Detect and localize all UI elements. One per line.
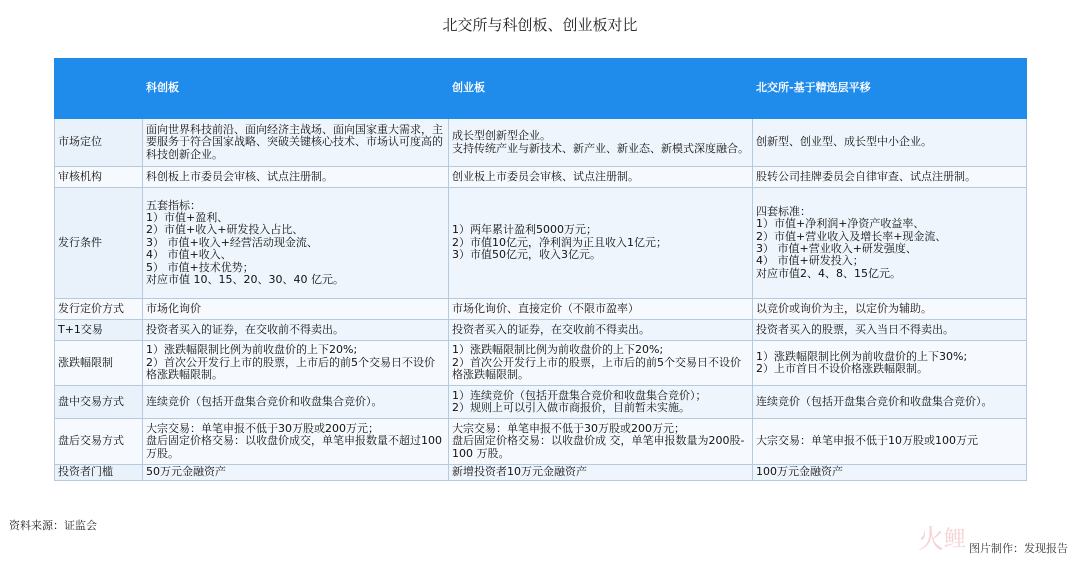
- table-cell: 四套标准： 1）市值+净利润+净资产收益率、 2）市值+营业收入及增长率+现金流、 3） 市值+营业收入+研发强度、 4） 市值+研发投入； 对应市值2、4、8、15亿元。: [753, 188, 1027, 299]
- table-row: [55, 386, 1027, 419]
- row-label: 发行定价方式: [55, 299, 143, 320]
- table-cell: 成长型创新型企业。 支持传统产业与新技术、新产业、新业态、新模式深度融合。: [449, 119, 753, 167]
- watermark-glyph-2: 鲤: [944, 527, 967, 552]
- row-label: 涨跌幅限制: [55, 341, 143, 386]
- row-label: 市场定位: [55, 119, 143, 167]
- header-blank: [55, 59, 143, 119]
- table-cell: 50万元金融资产: [143, 465, 449, 481]
- table-cell: 五套指标： 1）市值+盈利、 2）市值+收入+研发投入占比、 3） 市值+收入+经营活动现金流、 4） 市值+收入、 5） 市值+技术优势； 对应市值 10、15、20、30、40 亿元。: [143, 188, 449, 299]
- table-cell: 连续竞价（包括开盘集合竞价和收盘集合竞价）。: [753, 386, 1027, 419]
- row-label: T+1交易: [55, 320, 143, 341]
- table-cell: 创业板上市委员会审核、试点注册制。: [449, 167, 753, 188]
- table-row: [55, 299, 1027, 320]
- row-label: 投资者门槛: [55, 465, 143, 481]
- row-label: 发行条件: [55, 188, 143, 299]
- table-row: [55, 465, 1027, 481]
- source-note: 资料来源：证监会: [9, 519, 97, 532]
- table-cell: 连续竞价（包括开盘集合竞价和收盘集合竞价）。: [143, 386, 449, 419]
- table-cell: 投资者买入的证券，在交收前不得卖出。: [449, 320, 753, 341]
- table-cell: 大宗交易：单笔申报不低于30万股或200万元； 盘后固定价格交易：以收盘价成 交，单笔申报数量为200股-100 万股。: [449, 419, 753, 465]
- table-cell: 1）连续竞价（包括开盘集合竞价和收盘集合竞价）； 2）规则上可以引入做市商报价，目前暂未实施。: [449, 386, 753, 419]
- table-row: [55, 419, 1027, 465]
- table-header-row: [55, 59, 1027, 119]
- table-cell: 面向世界科技前沿、面向经济主战场、面向国家重大需求，主要服务于符合国家战略、突破关键核心技术、市场认可度高的科技创新企业。: [143, 119, 449, 167]
- watermark-glyph-1: 火: [918, 525, 945, 555]
- table-cell: 1）涨跌幅限制比例为前收盘价的上下30%; 2）上市首日不设价格涨跌幅限制。: [753, 341, 1027, 386]
- table-row: [55, 188, 1027, 299]
- table-row: [55, 341, 1027, 386]
- table-cell: 100万元金融资产: [753, 465, 1027, 481]
- table-cell: 投资者买入的股票，买入当日不得卖出。: [753, 320, 1027, 341]
- table-cell: 创新型、创业型、成长型中小企业。: [753, 119, 1027, 167]
- table-cell: 1）涨跌幅限制比例为前收盘价的上下20%; 2）首次公开发行上市的股票，上市后的前5个交易日不设价格涨跌幅限制。: [449, 341, 753, 386]
- table-row: [55, 119, 1027, 167]
- table-cell: 市场化询价: [143, 299, 449, 320]
- image-credit: 图片制作：发现报告: [969, 542, 1068, 555]
- row-label: 盘中交易方式: [55, 386, 143, 419]
- header-kechuang: 科创板: [143, 59, 449, 119]
- table-cell: 新增投资者10万元金融资产: [449, 465, 753, 481]
- table-row: [55, 320, 1027, 341]
- table-cell: 投资者买入的证券，在交收前不得卖出。: [143, 320, 449, 341]
- page-title: 北交所与科创板、创业板对比: [442, 16, 638, 34]
- row-label: 盘后交易方式: [55, 419, 143, 465]
- header-beijiao: 北交所-基于精选层平移: [753, 59, 1027, 119]
- comparison-table: [54, 58, 1027, 481]
- table-cell: 科创板上市委员会审核、试点注册制。: [143, 167, 449, 188]
- table-cell: 1）涨跌幅限制比例为前收盘价的上下20%; 2）首次公开发行上市的股票，上市后的前5个交易日不设价格涨跌幅限制。: [143, 341, 449, 386]
- table-cell: 股转公司挂牌委员会自律审查、试点注册制。: [753, 167, 1027, 188]
- header-chuangye: 创业板: [449, 59, 753, 119]
- table-row: [55, 167, 1027, 188]
- table-cell: 1）两年累计盈利5000万元； 2）市值10亿元，净利润为正且收入1亿元； 3）市值50亿元，收入3亿元。: [449, 188, 753, 299]
- table-cell: 市场化询价、直接定价（不限市盈率）: [449, 299, 753, 320]
- table-cell: 大宗交易：单笔申报不低于10万股或100万元: [753, 419, 1027, 465]
- row-label: 审核机构: [55, 167, 143, 188]
- watermark-logo: [916, 516, 976, 556]
- table-cell: 大宗交易：单笔申报不低于30万股或200万元； 盘后固定价格交易：以收盘价成交，单笔申报数量不超过100万股。: [143, 419, 449, 465]
- table-cell: 以竞价或询价为主，以定价为辅助。: [753, 299, 1027, 320]
